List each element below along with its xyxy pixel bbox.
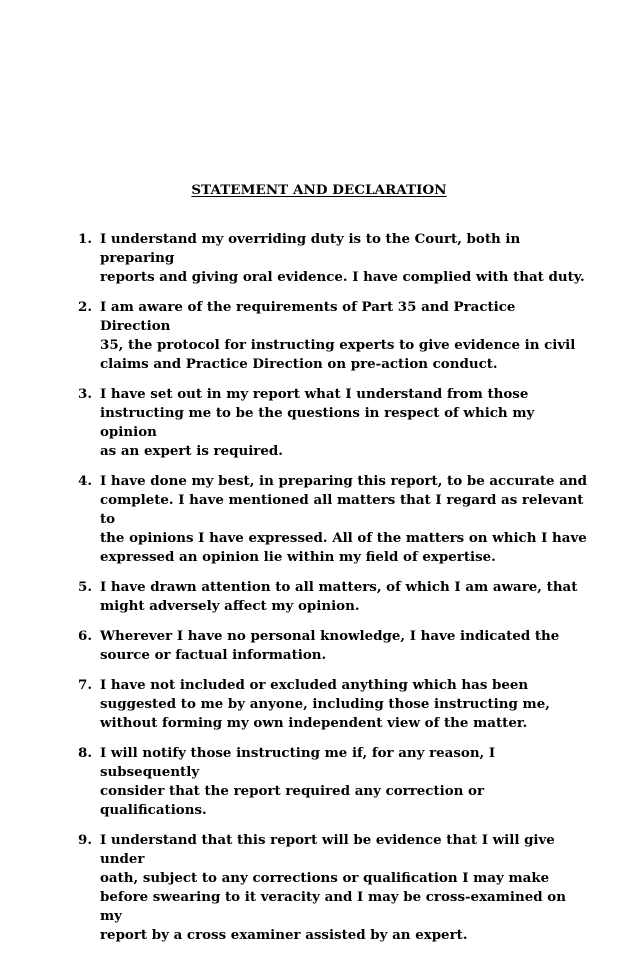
item-text-line: consider that the report required any correction or qualifications.	[100, 783, 485, 818]
declaration-item	[78, 676, 588, 733]
item-number: 5.	[78, 579, 92, 595]
item-text-line: expressed an opinion lie within my field of expertise.	[100, 549, 496, 565]
declaration-item	[78, 385, 588, 461]
declaration-item	[78, 627, 588, 665]
item-text-line: I understand my overriding duty is to the Court, both in preparing	[100, 231, 521, 266]
item-number: 4.	[78, 473, 92, 489]
declaration-item	[78, 831, 588, 945]
item-number: 6.	[78, 628, 92, 644]
item-text-line: 35, the protocol for instructing experts to give evidence in civil	[100, 337, 576, 353]
item-text-line: claims and Practice Direction on pre-action conduct.	[100, 356, 498, 372]
item-text-line: suggested to me by anyone, including those instructing me,	[100, 696, 550, 712]
item-text-line: without forming my own independent view of the matter.	[100, 715, 528, 731]
declaration-item	[78, 744, 588, 820]
document-title: STATEMENT AND DECLARATION	[191, 182, 447, 198]
item-text-line: before swearing to it veracity and I may be cross-examined on my	[100, 889, 566, 924]
item-text-line: report by a cross examiner assisted by an expert.	[100, 927, 468, 943]
declaration-list	[78, 230, 588, 956]
item-text-line: the opinions I have expressed. All of the matters on which I have	[100, 530, 587, 546]
item-number: 1.	[78, 231, 92, 247]
declaration-item	[78, 298, 588, 374]
item-text-line: I will notify those instructing me if, for any reason, I subsequently	[100, 745, 496, 780]
item-text-line: source or factual information.	[100, 647, 327, 663]
declaration-item	[78, 472, 588, 567]
item-number: 7.	[78, 677, 92, 693]
item-number: 2.	[78, 299, 92, 315]
item-number: 9.	[78, 832, 92, 848]
item-text-line: I have set out in my report what I understand from those	[100, 386, 529, 402]
declaration-item	[78, 230, 588, 287]
item-text-line: I have drawn attention to all matters, of which I am aware, that	[100, 579, 578, 595]
item-text-line: instructing me to be the questions in respect of which my opinion	[100, 405, 535, 440]
item-text-line: oath, subject to any corrections or qualification I may make	[100, 870, 550, 886]
item-number: 8.	[78, 745, 92, 761]
item-text-line: Wherever I have no personal knowledge, I have indicated the	[100, 628, 560, 644]
item-text-line: I am aware of the requirements of Part 35 and Practice Direction	[100, 299, 516, 334]
item-text-line: as an expert is required.	[100, 443, 283, 459]
item-text-line: I have done my best, in preparing this report, to be accurate and	[100, 473, 587, 489]
item-text-line: complete. I have mentioned all matters that I regard as relevant to	[100, 492, 584, 527]
item-text-line: reports and giving oral evidence. I have complied with that duty.	[100, 269, 585, 285]
item-text-line: I have not included or excluded anything which has been	[100, 677, 529, 693]
declaration-item	[78, 578, 588, 616]
item-text-line: might adversely affect my opinion.	[100, 598, 360, 614]
item-number: 3.	[78, 386, 92, 402]
item-text-line: I understand that this report will be evidence that I will give under	[100, 832, 555, 867]
